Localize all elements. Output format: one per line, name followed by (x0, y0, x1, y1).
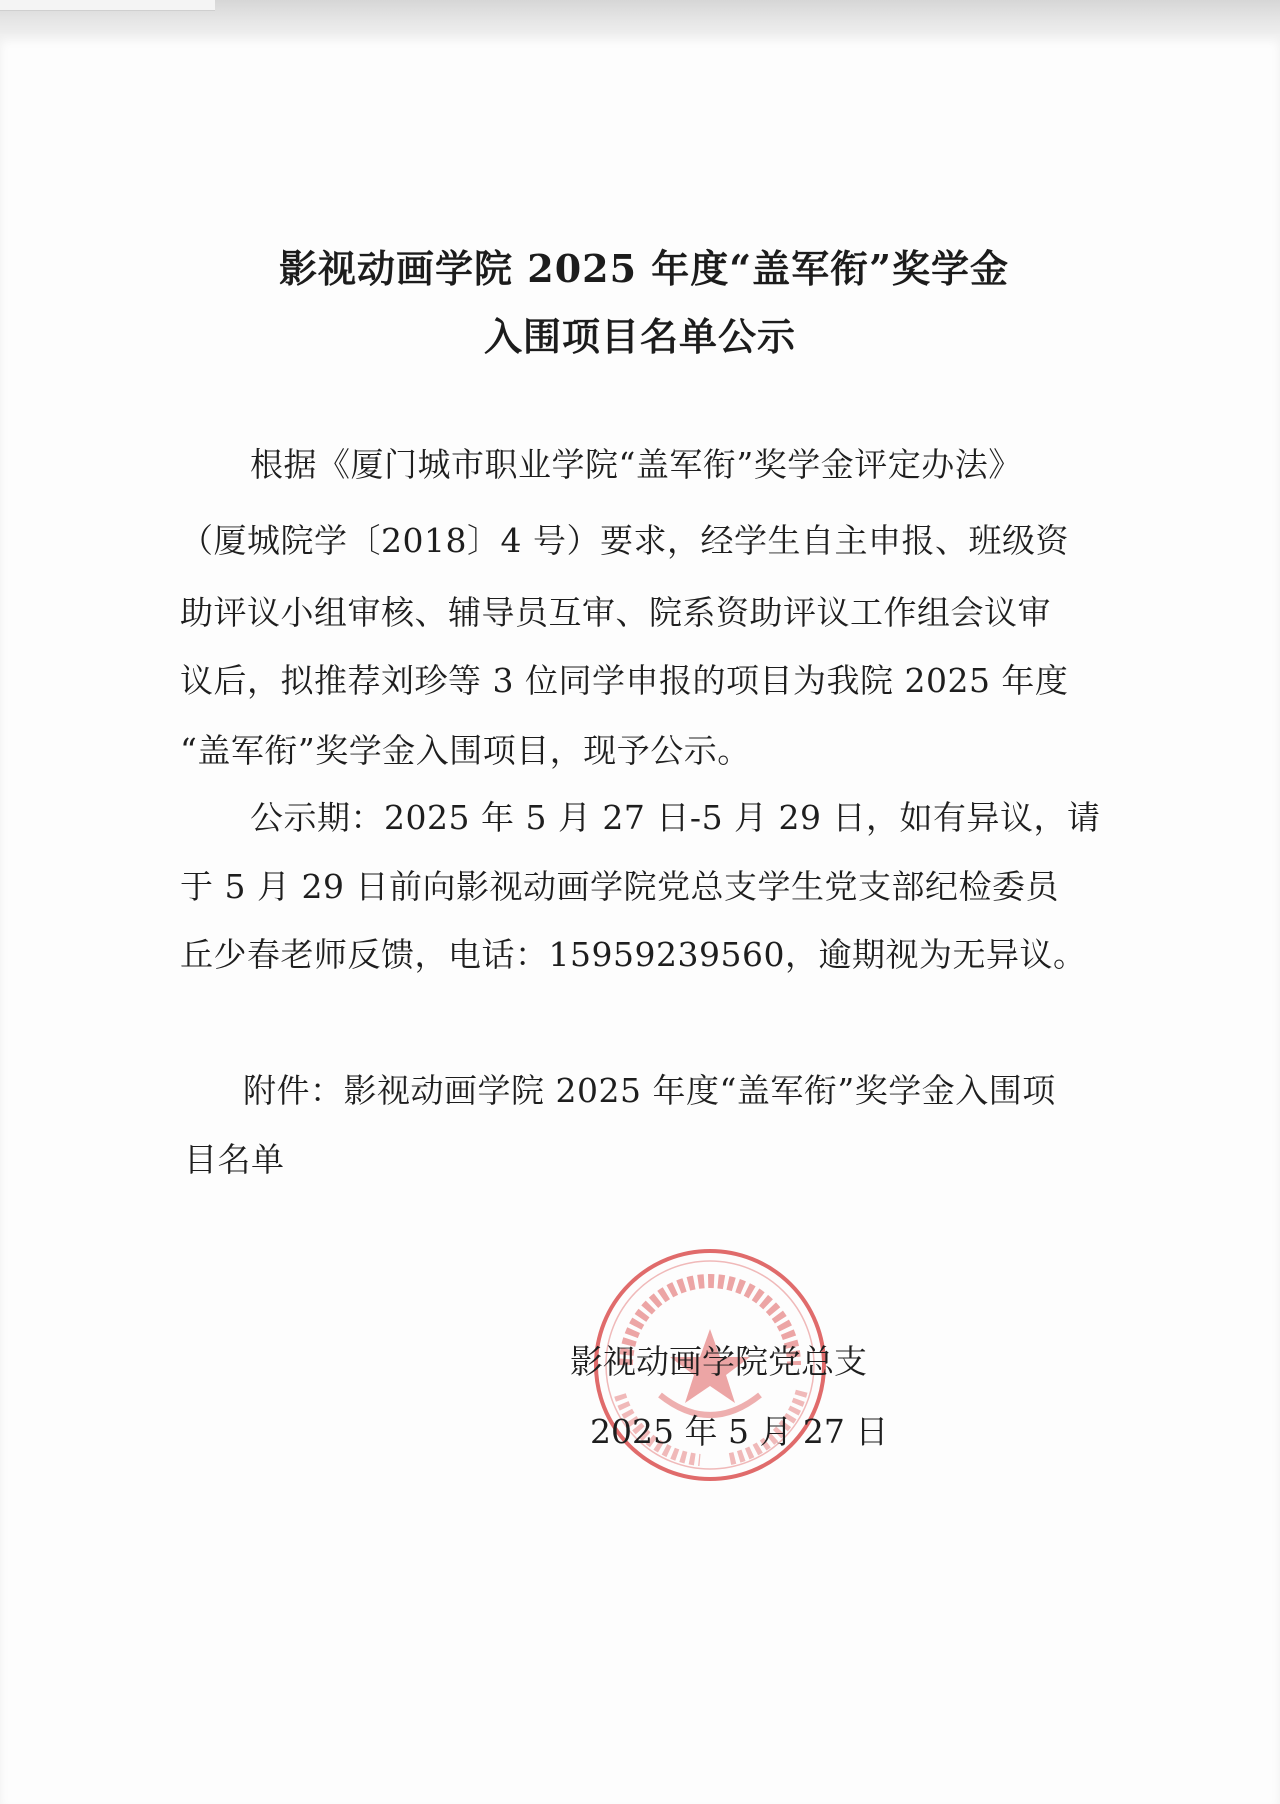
paragraph-1-line-5: “盖军衔”奖学金入围项目，现予公示。 (180, 731, 751, 770)
top-left-paper-strip (0, 0, 215, 11)
signature-organization: 影视动画学院党总支 (570, 1342, 867, 1381)
document-page (0, 34, 1280, 1804)
paragraph-1-line-4: 议后，拟推荐刘珍等 3 位同学申报的项目为我院 2025 年度 (180, 661, 1069, 700)
document-title-line-1: 影视动画学院 2025 年度“盖军衔”奖学金 (279, 246, 1009, 291)
paragraph-1-line-3: 助评议小组审核、辅导员互审、院系资助评议工作组会议审 (180, 593, 1051, 632)
paragraph-1-line-1: 根据《厦门城市职业学院“盖军衔”奖学金评定办法》 (250, 445, 1022, 484)
signature-date: 2025 年 5 月 27 日 (590, 1412, 889, 1451)
paragraph-2-line-2: 于 5 月 29 日前向影视动画学院党总支学生党支部纪检委员 (180, 867, 1059, 906)
paragraph-2-line-1: 公示期：2025 年 5 月 27 日-5 月 29 日，如有异议，请 (250, 798, 1101, 837)
paragraph-2-line-3: 丘少春老师反馈，电话：15959239560，逾期视为无异议。 (180, 935, 1087, 974)
attachment-line-1: 附件：影视动画学院 2025 年度“盖军衔”奖学金入围项 (243, 1071, 1056, 1110)
attachment-line-2: 目名单 (184, 1140, 285, 1179)
paragraph-1-line-2: （厦城院学〔2018〕4 号）要求，经学生自主申报、班级资 (180, 521, 1069, 560)
document-title-line-2: 入围项目名单公示 (483, 314, 796, 359)
